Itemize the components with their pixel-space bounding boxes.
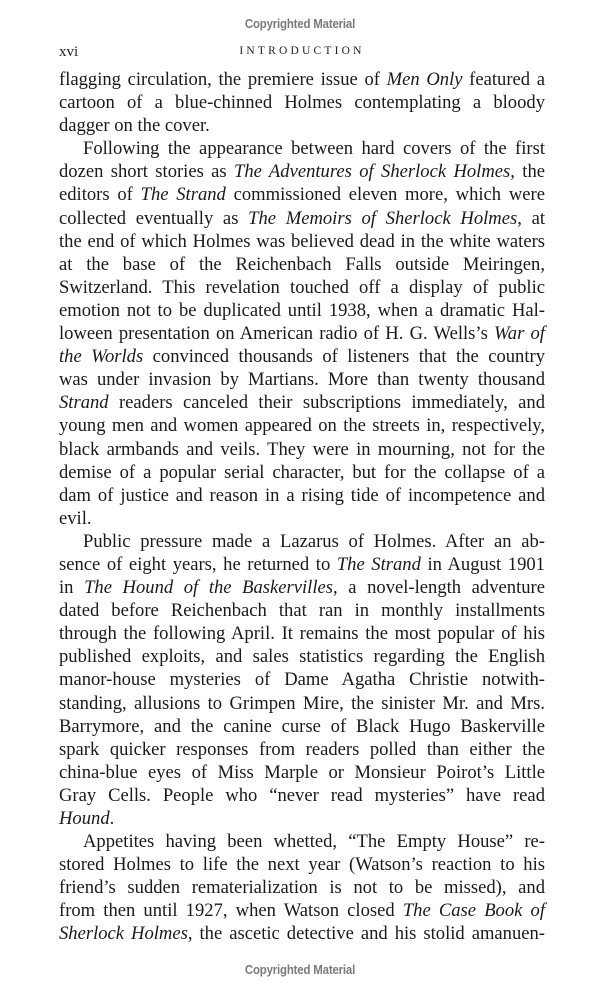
text-segment: black armbands and veils. They were in mourning, not for the (59, 438, 545, 460)
text-segment: , at (517, 207, 545, 229)
text-line (59, 576, 545, 599)
text-segment: dam of justice and reason in a rising tide of incompetence and (59, 484, 545, 506)
text-line (59, 137, 545, 160)
text-line (59, 692, 545, 715)
text-line (59, 322, 545, 345)
text-line (59, 68, 545, 91)
italic-title: The Strand (336, 553, 421, 575)
text-segment: friend’s sudden rematerialization is not to be missed), and (59, 877, 545, 899)
text-line (59, 876, 545, 899)
text-line (59, 230, 545, 253)
page-number: xvi (59, 44, 79, 60)
text-line (59, 853, 545, 876)
italic-title: Sherlock Holmes (59, 923, 188, 945)
text-line (59, 461, 545, 484)
italic-title: The Adventures of Sherlock Holmes (234, 161, 511, 183)
text-segment: editors of (59, 184, 141, 206)
text-segment: Appetites having been whetted, “The Empty House” re- (83, 831, 545, 853)
text-line (59, 438, 545, 461)
text-line (59, 91, 545, 114)
text-segment: collected eventually as (59, 207, 249, 229)
text-segment: spark quicker responses from readers polled than either the (59, 738, 545, 760)
text-segment: , the (510, 161, 545, 183)
text-segment: at the base of the Reichenbach Falls outside Meiringen, (59, 253, 545, 275)
text-segment: loween presentation on American radio of H. G. Wells’s (59, 323, 494, 345)
italic-title: The Memoirs of Sherlock Holmes (248, 207, 518, 229)
text-segment: published exploits, and sales statistics regarding the English (59, 646, 545, 668)
text-segment: emotion not to be duplicated until 1938, when a dramatic Hal- (59, 299, 545, 321)
text-line (59, 807, 545, 830)
text-segment: through the following April. It remains the most popular of his (59, 623, 545, 645)
text-segment: was under invasion by Martians. More than twenty thousand (59, 369, 545, 391)
text-line (59, 484, 545, 507)
italic-title: War of (494, 323, 545, 345)
text-line (59, 899, 545, 922)
italic-title: Hound (59, 808, 110, 829)
text-line (59, 414, 545, 437)
text-segment: flagging circulation, the premiere issue of (59, 69, 387, 90)
text-segment: Following the appearance between hard covers of the first (83, 138, 545, 160)
text-line (59, 715, 545, 738)
text-segment: . (109, 808, 115, 829)
text-segment: cartoon of a blue-chinned Holmes contemplating a bloody (59, 92, 545, 114)
text-line (59, 784, 545, 807)
text-segment: standing, allusions to Grimpen Mire, the sinister Mr. and Mrs. (59, 692, 545, 714)
text-line (59, 507, 545, 530)
text-segment: in (59, 577, 85, 599)
text-segment: , the ascetic detective and his stolid amanuen- (187, 923, 545, 945)
text-line (59, 622, 545, 645)
text-segment: readers canceled their subscriptions immediately, and (108, 392, 545, 414)
text-line (59, 830, 545, 853)
text-line (59, 253, 545, 276)
text-segment: convinced thousands of listeners that the country (143, 346, 545, 368)
italic-title: The Strand (140, 184, 226, 206)
text-line (59, 738, 545, 761)
text-line (59, 160, 545, 183)
body-text (59, 68, 545, 946)
running-head (59, 44, 545, 62)
text-segment: Barrymore, and the canine curse of Black Hugo Baskerville (59, 715, 545, 737)
text-line (59, 276, 545, 299)
text-line (59, 922, 545, 945)
italic-title: The Case Book of (402, 900, 545, 922)
text-line (59, 299, 545, 322)
italic-title: the Worlds (59, 346, 144, 368)
text-segment: manor-house mysteries of Dame Agatha Christie notwith- (59, 669, 545, 691)
text-line (59, 668, 545, 691)
text-segment: from then until 1927, when Watson closed (59, 900, 403, 922)
copyright-watermark-top: Copyrighted Material (244, 16, 356, 31)
text-line (59, 183, 545, 206)
italic-title: The Hound of the Baskervilles (84, 577, 334, 599)
text-line (59, 114, 545, 137)
text-segment: commissioned eleven more, which were (225, 184, 545, 206)
text-segment: featured a (462, 69, 545, 90)
text-segment: dagger on the cover. (59, 115, 210, 137)
text-line (59, 761, 545, 784)
text-line (59, 368, 545, 391)
text-segment: young men and women appeared on the streets in, respectively, (59, 415, 545, 437)
text-line (59, 599, 545, 622)
text-segment: sence of eight years, he returned to (59, 553, 337, 575)
text-line (59, 530, 545, 553)
text-line (59, 645, 545, 668)
text-line (59, 391, 545, 414)
text-segment: evil. (59, 507, 92, 529)
italic-title: Strand (59, 392, 109, 414)
section-title: INTRODUCTION (239, 45, 365, 57)
text-segment: china-blue eyes of Miss Marple or Monsieur Poirot’s Little (59, 761, 545, 783)
text-line (59, 345, 545, 368)
text-segment: Public pressure made a Lazarus of Holmes. After an ab- (83, 530, 545, 552)
text-segment: Gray Cells. People who “never read mysteries” have read (59, 784, 545, 806)
text-segment: dozen short stories as (59, 161, 235, 183)
text-segment: the end of which Holmes was believed dead in the white waters (59, 230, 545, 252)
text-segment: stored Holmes to life the next year (Watson’s reaction to his (59, 854, 545, 876)
text-line (59, 207, 545, 230)
text-segment: , a novel-length adventure (333, 577, 545, 599)
text-line (59, 553, 545, 576)
italic-title: Men Only (386, 69, 463, 90)
text-segment: Switzerland. This revelation touched off a display of public (59, 276, 545, 298)
text-segment: in August 1901 (420, 553, 545, 575)
text-segment: demise of a popular serial character, but for the collapse of a (59, 461, 545, 483)
text-segment: dated before Reichenbach that ran in monthly installments (59, 600, 545, 622)
copyright-watermark-bottom: Copyrighted Material (244, 962, 356, 977)
